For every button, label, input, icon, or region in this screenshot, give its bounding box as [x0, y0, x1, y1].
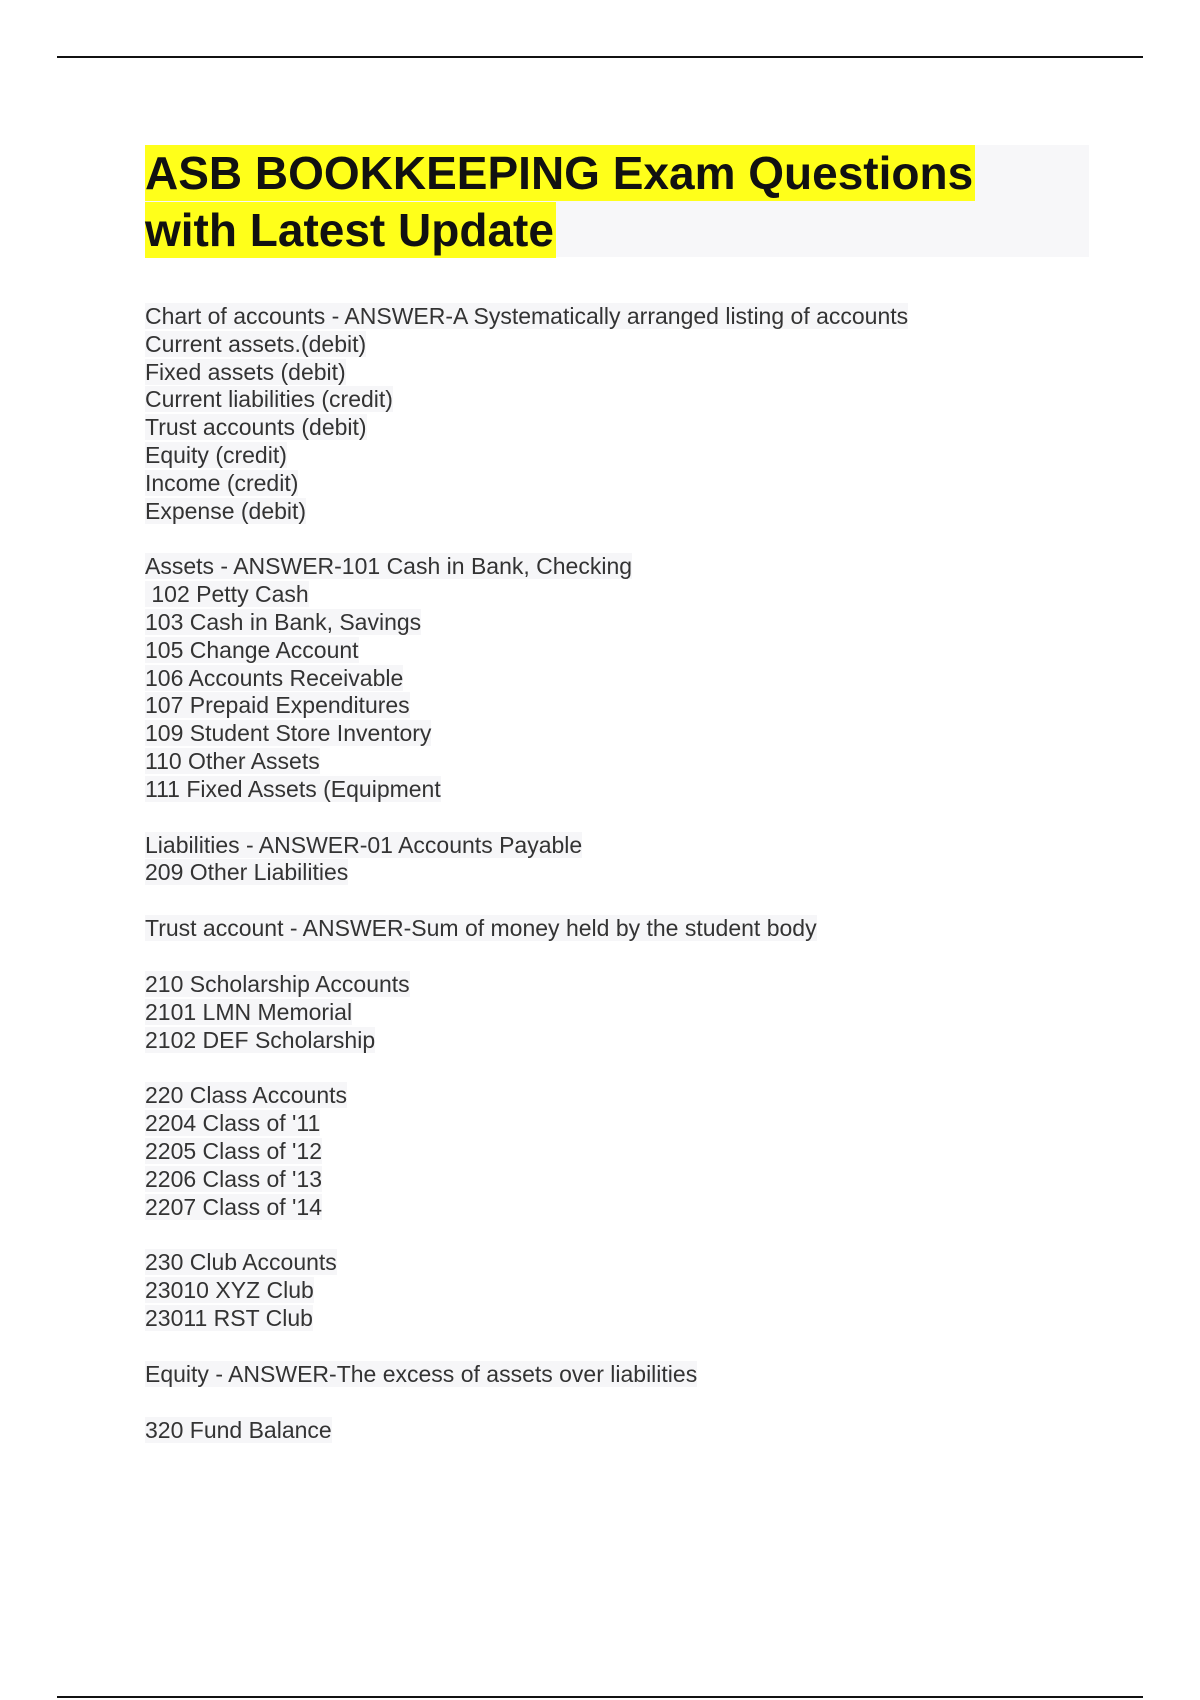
section-heading-line	[145, 303, 1095, 331]
line-text: 111 Fixed Assets (Equipment	[145, 775, 441, 802]
line-text: Expense (debit)	[145, 497, 307, 524]
title-line-2: with Latest Update	[145, 204, 554, 256]
line-text: 105 Change Account	[145, 636, 359, 663]
line-text: 2101 LMN Memorial	[145, 998, 353, 1025]
section-chart-of-accounts	[145, 303, 1095, 525]
section-assets	[145, 553, 1095, 803]
line-text: 110 Other Assets	[145, 747, 320, 774]
section-trust-account	[145, 915, 1095, 943]
list-item	[145, 470, 1095, 498]
section-class-accounts	[145, 1082, 1095, 1221]
list-item	[145, 748, 1095, 776]
list-item	[145, 609, 1095, 637]
section-heading-line	[145, 1082, 1095, 1110]
title-line-1: ASB BOOKKEEPING Exam Questions	[145, 147, 974, 199]
line-text: Liabilities - ANSWER-01 Accounts Payable	[145, 831, 583, 858]
line-text: 107 Prepaid Expenditures	[145, 692, 410, 719]
line-text: 209 Other Liabilities	[145, 859, 349, 886]
line-text: 23011 RST Club	[145, 1304, 313, 1331]
list-item	[145, 665, 1095, 693]
list-item	[145, 720, 1095, 748]
list-item	[145, 498, 1095, 526]
line-text: 2205 Class of '12	[145, 1137, 323, 1164]
line-text: Fixed assets (debit)	[145, 358, 346, 385]
top-rule	[57, 56, 1143, 58]
section-heading-line	[145, 832, 1095, 860]
line-text: Income (credit)	[145, 469, 299, 496]
list-item	[145, 999, 1095, 1027]
section-scholarship-accounts	[145, 971, 1095, 1054]
section-heading-line	[145, 971, 1095, 999]
list-item	[145, 1305, 1095, 1333]
line-text: 2204 Class of '11	[145, 1110, 321, 1137]
list-item	[145, 692, 1095, 720]
line-text: 109 Student Store Inventory	[145, 720, 432, 747]
list-item	[145, 1110, 1095, 1138]
section-club-accounts	[145, 1249, 1095, 1332]
list-item	[145, 442, 1095, 470]
section-heading-line	[145, 1361, 1095, 1389]
section-equity	[145, 1361, 1095, 1389]
list-item	[145, 1138, 1095, 1166]
line-text: Chart of accounts - ANSWER-A Systematically arranged listing of accounts	[145, 303, 909, 329]
list-item	[145, 637, 1095, 665]
line-text: 220 Class Accounts	[145, 1082, 348, 1109]
line-text: 103 Cash in Bank, Savings	[145, 608, 422, 635]
line-text: Equity - ANSWER-The excess of assets over liabilities	[145, 1360, 698, 1387]
line-text: 23010 XYZ Club	[145, 1277, 314, 1304]
list-item	[145, 1166, 1095, 1194]
document-body	[145, 303, 1095, 1472]
line-text: 102 Petty Cash	[145, 581, 309, 608]
section-liabilities	[145, 832, 1095, 888]
section-heading-line	[145, 915, 1095, 943]
list-item	[145, 581, 1095, 609]
line-text: Trust accounts (debit)	[145, 414, 367, 441]
list-item	[145, 859, 1095, 887]
list-item	[145, 414, 1095, 442]
section-heading-line	[145, 1249, 1095, 1277]
line-text: Trust account - ANSWER-Sum of money held by the student body	[145, 915, 817, 942]
line-text: 2207 Class of '14	[145, 1193, 323, 1220]
line-text: Equity (credit)	[145, 441, 287, 468]
line-text: Assets - ANSWER-101 Cash in Bank, Checking	[145, 553, 633, 580]
line-text: Current assets.(debit)	[145, 330, 367, 357]
list-item	[145, 776, 1095, 804]
line-text: 2102 DEF Scholarship	[145, 1026, 376, 1053]
line-text: 2206 Class of '13	[145, 1165, 323, 1192]
line-text: 230 Club Accounts	[145, 1249, 337, 1276]
line-text: 210 Scholarship Accounts	[145, 970, 410, 997]
list-item	[145, 1194, 1095, 1222]
list-item	[145, 359, 1095, 387]
document-title	[145, 145, 975, 259]
bottom-rule	[57, 1696, 1143, 1698]
list-item	[145, 1277, 1095, 1305]
line-text: Current liabilities (credit)	[145, 386, 393, 413]
line-text: 320 Fund Balance	[145, 1416, 332, 1443]
section-heading-line	[145, 1417, 1095, 1445]
section-heading-line	[145, 553, 1095, 581]
list-item	[145, 331, 1095, 359]
list-item	[145, 386, 1095, 414]
list-item	[145, 1027, 1095, 1055]
line-text: 106 Accounts Receivable	[145, 664, 404, 691]
section-fund-balance	[145, 1417, 1095, 1445]
